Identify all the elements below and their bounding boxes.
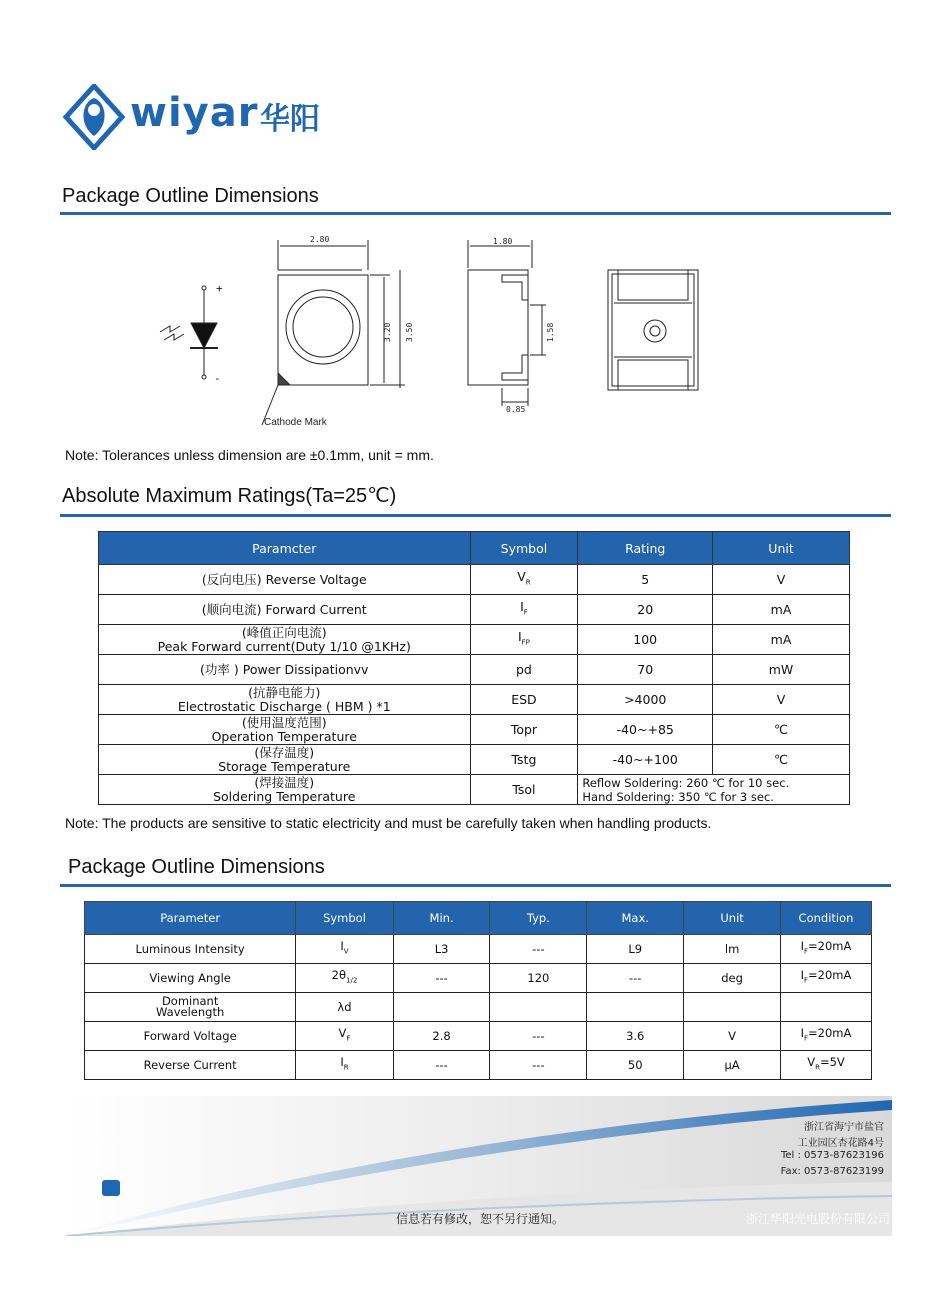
param-cell (99, 745, 471, 775)
symbol: I (517, 628, 522, 644)
param-cell (99, 565, 471, 595)
table-header-row (99, 532, 850, 565)
rating-cell (578, 745, 713, 775)
section-title-outline: Package Outline Dimensions (62, 185, 319, 207)
max-value: 3.6 (626, 1029, 645, 1043)
package-outline-drawing (150, 230, 730, 430)
min-cell (393, 935, 490, 964)
param-name: Luminous Intensity (135, 942, 245, 956)
typ-value: --- (532, 1029, 545, 1043)
unit-value: V (728, 1029, 737, 1043)
footer-company: 浙江华阳光电股份有限公司 (745, 1212, 890, 1226)
typ-cell (490, 993, 587, 1022)
dim-width-top: 2.80 (310, 235, 330, 244)
symbol-cell (296, 993, 393, 1022)
typ-value: --- (532, 1058, 545, 1072)
table-row (99, 655, 850, 685)
dim-height-outer: 3.50 (405, 322, 414, 342)
max-cell (587, 964, 684, 993)
col-header: Rating (578, 532, 713, 565)
footer-address-1: 浙江省海宁市盐官 (804, 1122, 884, 1133)
symbol: V (338, 1026, 347, 1041)
rating-value: 5 (641, 571, 650, 587)
rating-value: 100 (633, 631, 658, 647)
param-cell (85, 1051, 296, 1080)
symbol: λd (337, 1000, 352, 1014)
cond-value: =20mA (808, 1026, 852, 1041)
dim-foot: 0.85 (506, 405, 526, 414)
footer-address-2: 工业园区杏花路4号 (797, 1138, 884, 1149)
table-header-row (85, 902, 872, 935)
typ-cell (490, 1022, 587, 1051)
table-row (99, 625, 850, 655)
condition-cell (780, 935, 871, 964)
symbol: I (340, 1055, 344, 1070)
param-cell (85, 993, 296, 1022)
symbol-sub: R (525, 578, 531, 587)
col-header: Condition (780, 902, 871, 935)
min-value: --- (435, 1058, 448, 1072)
cond-sub: F (804, 947, 809, 956)
symbol: I (520, 598, 524, 614)
rating-value: >4000 (624, 691, 667, 707)
col-header: Unit (684, 902, 781, 935)
unit-cell (713, 625, 850, 655)
param-cn: (功率 ) (200, 661, 239, 677)
unit-value: mA (770, 601, 792, 617)
table-row (85, 1051, 872, 1080)
rating-value: 20 (637, 601, 654, 617)
symbol-cell (296, 1022, 393, 1051)
max-value: L9 (628, 942, 643, 956)
min-cell (393, 993, 490, 1022)
max-value: --- (629, 971, 642, 985)
param-name: Reverse Current (143, 1058, 237, 1072)
anode-plus-label: + (216, 282, 223, 295)
param-name: Forward Voltage (143, 1029, 237, 1043)
param-en: Soldering Temperature (213, 788, 356, 804)
table-row (85, 993, 872, 1022)
condition-cell (780, 993, 871, 1022)
unit-value: ℃ (774, 751, 789, 767)
param-cell (99, 715, 471, 745)
col-header: Paramcter (99, 532, 471, 565)
col-header: Parameter (85, 902, 296, 935)
max-cell (587, 1051, 684, 1080)
col-header: Typ. (490, 902, 587, 935)
min-cell (393, 1051, 490, 1080)
logo-emblem-icon (62, 84, 126, 150)
unit-cell (713, 685, 850, 715)
rating-cell (578, 595, 713, 625)
footer-banner (66, 1096, 892, 1236)
param-cn: (反向电压) (201, 571, 262, 587)
dim-height-inner: 3.20 (383, 322, 392, 342)
param-en: Reverse Voltage (265, 571, 367, 587)
cond-sub: R (815, 1063, 820, 1072)
unit-value: mA (770, 631, 792, 647)
param-cell (99, 655, 471, 685)
unit-cell (684, 1051, 781, 1080)
cond-symbol: V (807, 1055, 816, 1070)
unit-cell (713, 595, 850, 625)
param-en: Forward Current (265, 601, 367, 617)
param-cell (85, 1022, 296, 1051)
unit-cell (684, 935, 781, 964)
param-cn: (抗静电能力) (248, 684, 321, 700)
logo-wordmark: wiyar (130, 90, 259, 136)
col-header: Unit (713, 532, 850, 565)
unit-cell (713, 655, 850, 685)
symbol-sub: 1/2 (346, 976, 358, 985)
unit-value: mW (768, 661, 794, 677)
symbol: Topr (510, 721, 538, 737)
symbol-cell (470, 655, 578, 685)
param-en: Electrostatic Discharge ( HBM ) *1 (177, 698, 391, 714)
logo-chinese: 华阳 (260, 102, 320, 137)
cond-value: =20mA (808, 939, 852, 954)
cond-symbol: I (800, 939, 804, 954)
symbol-cell (470, 745, 578, 775)
min-value: --- (435, 971, 448, 985)
symbol-cell (470, 565, 578, 595)
symbol: ESD (511, 691, 537, 707)
param-cell (99, 595, 471, 625)
symbol-sub: F (346, 1034, 351, 1043)
unit-value: μA (724, 1058, 740, 1072)
max-cell (587, 935, 684, 964)
unit-cell (684, 1022, 781, 1051)
max-cell (587, 1022, 684, 1051)
rating-cell (578, 625, 713, 655)
symbol: Tsol (512, 781, 536, 797)
col-header: Symbol (470, 532, 578, 565)
unit-value: lm (724, 942, 740, 956)
dim-height-side: 1.58 (546, 322, 555, 342)
typ-cell (490, 935, 587, 964)
symbol: Tstg (511, 751, 537, 767)
cond-value: =20mA (808, 968, 852, 983)
symbol: pd (516, 661, 532, 677)
symbol: V (517, 568, 526, 584)
rating-cell (578, 655, 713, 685)
max-value: 50 (627, 1058, 643, 1072)
table-row (85, 1022, 872, 1051)
symbol: I (340, 939, 344, 954)
table-row (99, 775, 850, 805)
footer-notice: 信息若有修改，恕不另行通知。 (396, 1212, 565, 1226)
cond-sub: F (804, 1034, 809, 1043)
unit-value: ℃ (774, 721, 789, 737)
table-row (99, 595, 850, 625)
param-name: Viewing Angle (149, 971, 231, 985)
section-divider (60, 884, 891, 887)
param-cn: (峰值正向电流) (241, 624, 327, 640)
param-en: Operation Temperature (211, 728, 357, 744)
symbol-cell (296, 1051, 393, 1080)
company-logo (62, 84, 362, 150)
table-row (85, 964, 872, 993)
section-divider (60, 514, 891, 517)
footer-logo-icon (102, 1180, 120, 1196)
cond-value: =5V (819, 1055, 845, 1070)
min-value: L3 (434, 942, 449, 956)
min-cell (393, 1022, 490, 1051)
col-header: Max. (587, 902, 684, 935)
cathode-minus-label: - (214, 372, 221, 385)
cond-sub: F (804, 976, 809, 985)
param-cell (99, 685, 471, 715)
rating-value: 70 (637, 661, 654, 677)
param-en: Storage Temperature (218, 758, 351, 774)
table-row (99, 715, 850, 745)
symbol-cell (296, 935, 393, 964)
param-cn: (焊接温度) (254, 774, 315, 790)
footer-tel: Tel : 0573-87623196 (780, 1150, 884, 1161)
static-warning-note: Note: The products are sensitive to static electricity and must be carefully taken when handling products. (65, 815, 712, 831)
section-title-optical: Package Outline Dimensions (68, 856, 325, 878)
symbol-sub: FP (521, 638, 530, 647)
symbol-cell (470, 595, 578, 625)
tolerance-note: Note: Tolerances unless dimension are ±0.1mm, unit = mm. (65, 447, 434, 463)
solder-rating-cell (578, 775, 850, 805)
typ-value: --- (532, 942, 545, 956)
param-en: Peak Forward current(Duty 1/10 @1KHz) (157, 638, 411, 654)
typ-value: 120 (527, 971, 550, 985)
symbol-cell (470, 715, 578, 745)
max-cell (587, 993, 684, 1022)
min-cell (393, 964, 490, 993)
condition-cell (780, 1051, 871, 1080)
param-cn: (使用温度范围) (241, 714, 327, 730)
col-header: Min. (393, 902, 490, 935)
symbol-cell (296, 964, 393, 993)
symbol-cell (470, 685, 578, 715)
param-en: Power Dissipationvv (242, 661, 369, 677)
unit-value: deg (721, 971, 743, 985)
section-title-ratings: Absolute Maximum Ratings(Ta=25℃) (62, 485, 397, 507)
param-name: Dominant Wavelength (156, 994, 225, 1019)
typ-cell (490, 1051, 587, 1080)
solder-reflow: Reflow Soldering: 260 ℃ for 10 sec. (582, 775, 790, 790)
symbol-sub: F (523, 608, 528, 617)
param-cn: (保存温度) (254, 744, 315, 760)
rating-cell (578, 715, 713, 745)
param-cell (99, 775, 471, 805)
param-cell (99, 625, 471, 655)
table-row (99, 745, 850, 775)
rating-cell (578, 565, 713, 595)
condition-cell (780, 964, 871, 993)
section-divider (60, 212, 891, 215)
unit-cell (713, 715, 850, 745)
symbol: 2θ (331, 968, 347, 983)
symbol-cell (470, 775, 578, 805)
rating-cell (578, 685, 713, 715)
cond-symbol: I (800, 968, 804, 983)
param-cell (85, 964, 296, 993)
absolute-ratings-table (98, 531, 850, 805)
unit-cell (713, 745, 850, 775)
optical-characteristics-table (84, 901, 872, 1080)
min-value: 2.8 (432, 1029, 451, 1043)
unit-value: V (776, 691, 786, 707)
table-row (99, 685, 850, 715)
unit-value: V (776, 571, 786, 587)
condition-cell (780, 1022, 871, 1051)
cathode-mark-label: Cathode Mark (264, 417, 327, 428)
unit-cell (684, 964, 781, 993)
solder-hand: Hand Soldering: 350 ℃ for 3 sec. (582, 789, 774, 804)
col-header: Symbol (296, 902, 393, 935)
rating-value: -40~+85 (616, 721, 674, 737)
unit-cell (684, 993, 781, 1022)
footer-fax: Fax: 0573-87623199 (780, 1166, 884, 1177)
table-row (99, 565, 850, 595)
symbol-sub: V (343, 947, 349, 956)
symbol-sub: R (343, 1063, 349, 1072)
cond-symbol: I (800, 1026, 804, 1041)
unit-cell (713, 565, 850, 595)
symbol-cell (470, 625, 578, 655)
param-cell (85, 935, 296, 964)
param-cn: (顺向电流) (201, 601, 262, 617)
dim-width-side: 1.80 (493, 237, 513, 246)
rating-value: -40~+100 (612, 751, 678, 767)
typ-cell (490, 964, 587, 993)
table-row (85, 935, 872, 964)
